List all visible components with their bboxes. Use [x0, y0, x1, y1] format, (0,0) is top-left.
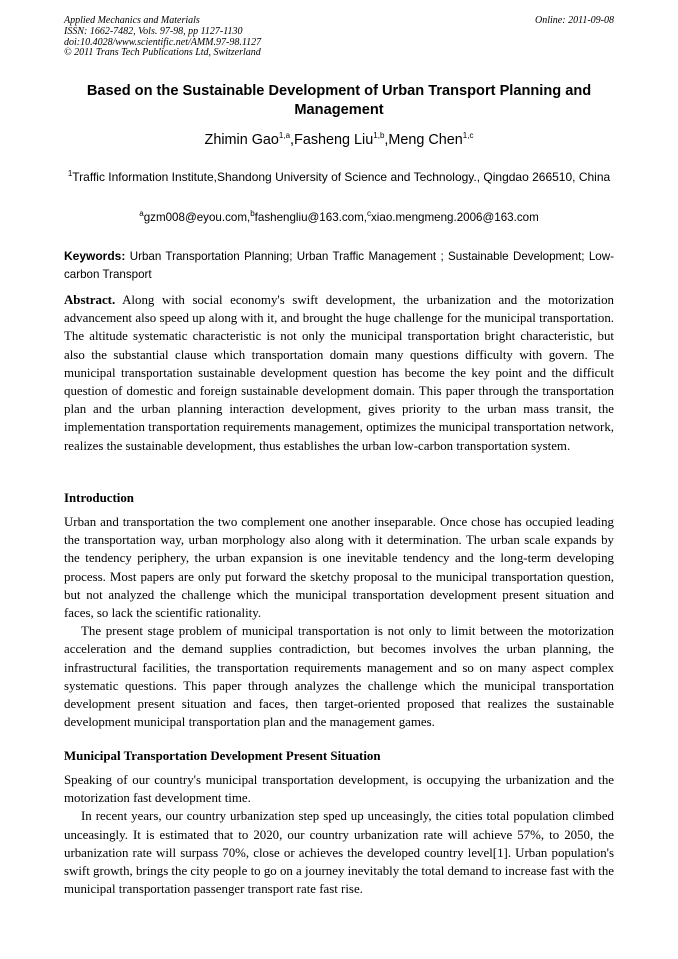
author-superscript: 1,b	[373, 131, 385, 141]
affiliation	[64, 167, 614, 187]
section-heading-introduction: Introduction	[64, 491, 134, 505]
copyright: © 2011 Trans Tech Publications Ltd, Switzerland	[64, 47, 261, 59]
journal-info	[64, 16, 261, 59]
abstract-label: Abstract.	[64, 293, 116, 307]
journal-name: Applied Mechanics and Materials	[64, 15, 200, 26]
keywords-text: Urban Transportation Planning; Urban Traffic Management ; Sustainable Development; Low-carbon Transport	[64, 250, 614, 281]
issn: ISSN: 1662-7482, Vols. 97-98, pp 1127-1130	[64, 25, 243, 37]
paragraph: Urban and transportation the two complement one another inseparable. Once chose has occupied leading the transportation way, urban morphology also along with it determination. The urban scale expands by the tendency periphery, the urban expansion is one inevitable tendency and the long-term developing process. Most papers are only put forward the sketchy proposal to the municipal transportation question, but not analyzed the challenge which the municipal transportation development present situation and faces, so lack the scientific rationality.	[64, 515, 614, 621]
email-link[interactable]: fashengliu@163.com,	[254, 211, 367, 224]
paper-title: Based on the Sustainable Development of Urban Transport Planning and Management	[86, 83, 592, 118]
author-name: Fasheng Liu	[294, 132, 374, 148]
author-superscript: 1,c	[462, 131, 474, 141]
online-date: Online: 2011-09-08	[535, 15, 614, 26]
email-superscript: b	[250, 209, 255, 219]
author-list	[64, 131, 614, 149]
keywords-label: Keywords:	[64, 249, 126, 263]
section-present-situation	[64, 771, 614, 898]
author-separator: ,	[290, 132, 295, 148]
affiliation-superscript: 1	[67, 169, 73, 178]
affiliation-text: Traffic Information Institute,Shandong University of Science and Technology., Qingdao 266510, China	[72, 170, 611, 184]
section-introduction	[64, 513, 614, 731]
author-emails	[64, 211, 614, 225]
email-link[interactable]: gzm008@eyou.com,	[143, 211, 251, 224]
paragraph: In recent years, our country urbanization step sped up unceasingly, the cities total population climbed unceasingly. It is estimated that to 2020, our country urbanization rate will achieve 57%, to 2050, the urbanization rate will surpass 70%, close or achieves the developed country level[1]. Urban population's swift growth, brings the city people to go on a journey inevitably the total demand to increase fast with the municipal transportation passenger transport rate fast rise.	[64, 809, 614, 897]
author-name: Meng Chen	[388, 132, 463, 148]
author-name: Zhimin Gao	[204, 132, 279, 148]
doi: doi:10.4028/www.scientific.net/AMM.97-98.1127	[64, 36, 262, 48]
paragraph: The present stage problem of municipal transportation is not only to limit between the motorization acceleration and the demand supplies contradiction, but becomes involves the urban planning, the infrastructural facilities, the transportation requirements management and so on many aspect complex systematic questions. This paper through analyzes the challenge which the municipal transportation development present situation and faces, then target-oriented proposed that realizes the sustainable development municipal transportation plan and the management games.	[64, 624, 614, 730]
author-superscript: 1,a	[278, 131, 291, 141]
abstract	[64, 291, 614, 455]
email-superscript: c	[367, 209, 371, 219]
email-link[interactable]: xiao.mengmeng.2006@163.com	[371, 211, 539, 224]
section-heading-present-situation: Municipal Transportation Development Present Situation	[64, 749, 381, 763]
abstract-text: Along with social economy's swift development, the urbanization and the motorization advancement also speed up along with it, and brought the huge challenge for the municipal transportation. The altitude systematic characteristic is not only the municipal transportation bright characteristic, but also the substantial clause which transportation domain many questions difficulty with govern. The municipal transportation sustainable development question has become the key point and the difficult question of domestic and foreign sustainable development domain. This paper through the transportation plan and the urban planning interaction development, gives priority to the urban mass transit, the implementation transportation requirements management, optimizes the municipal transportation network, realizes the sustainable development, thus establishes the urban low-carbon transportation system.	[64, 293, 614, 453]
paragraph: Speaking of our country's municipal transportation development, is occupying the urbanization and the motorization fast development time.	[64, 773, 614, 806]
email-superscript: a	[139, 209, 144, 219]
keywords	[64, 248, 614, 283]
author-separator: ,	[384, 132, 389, 148]
